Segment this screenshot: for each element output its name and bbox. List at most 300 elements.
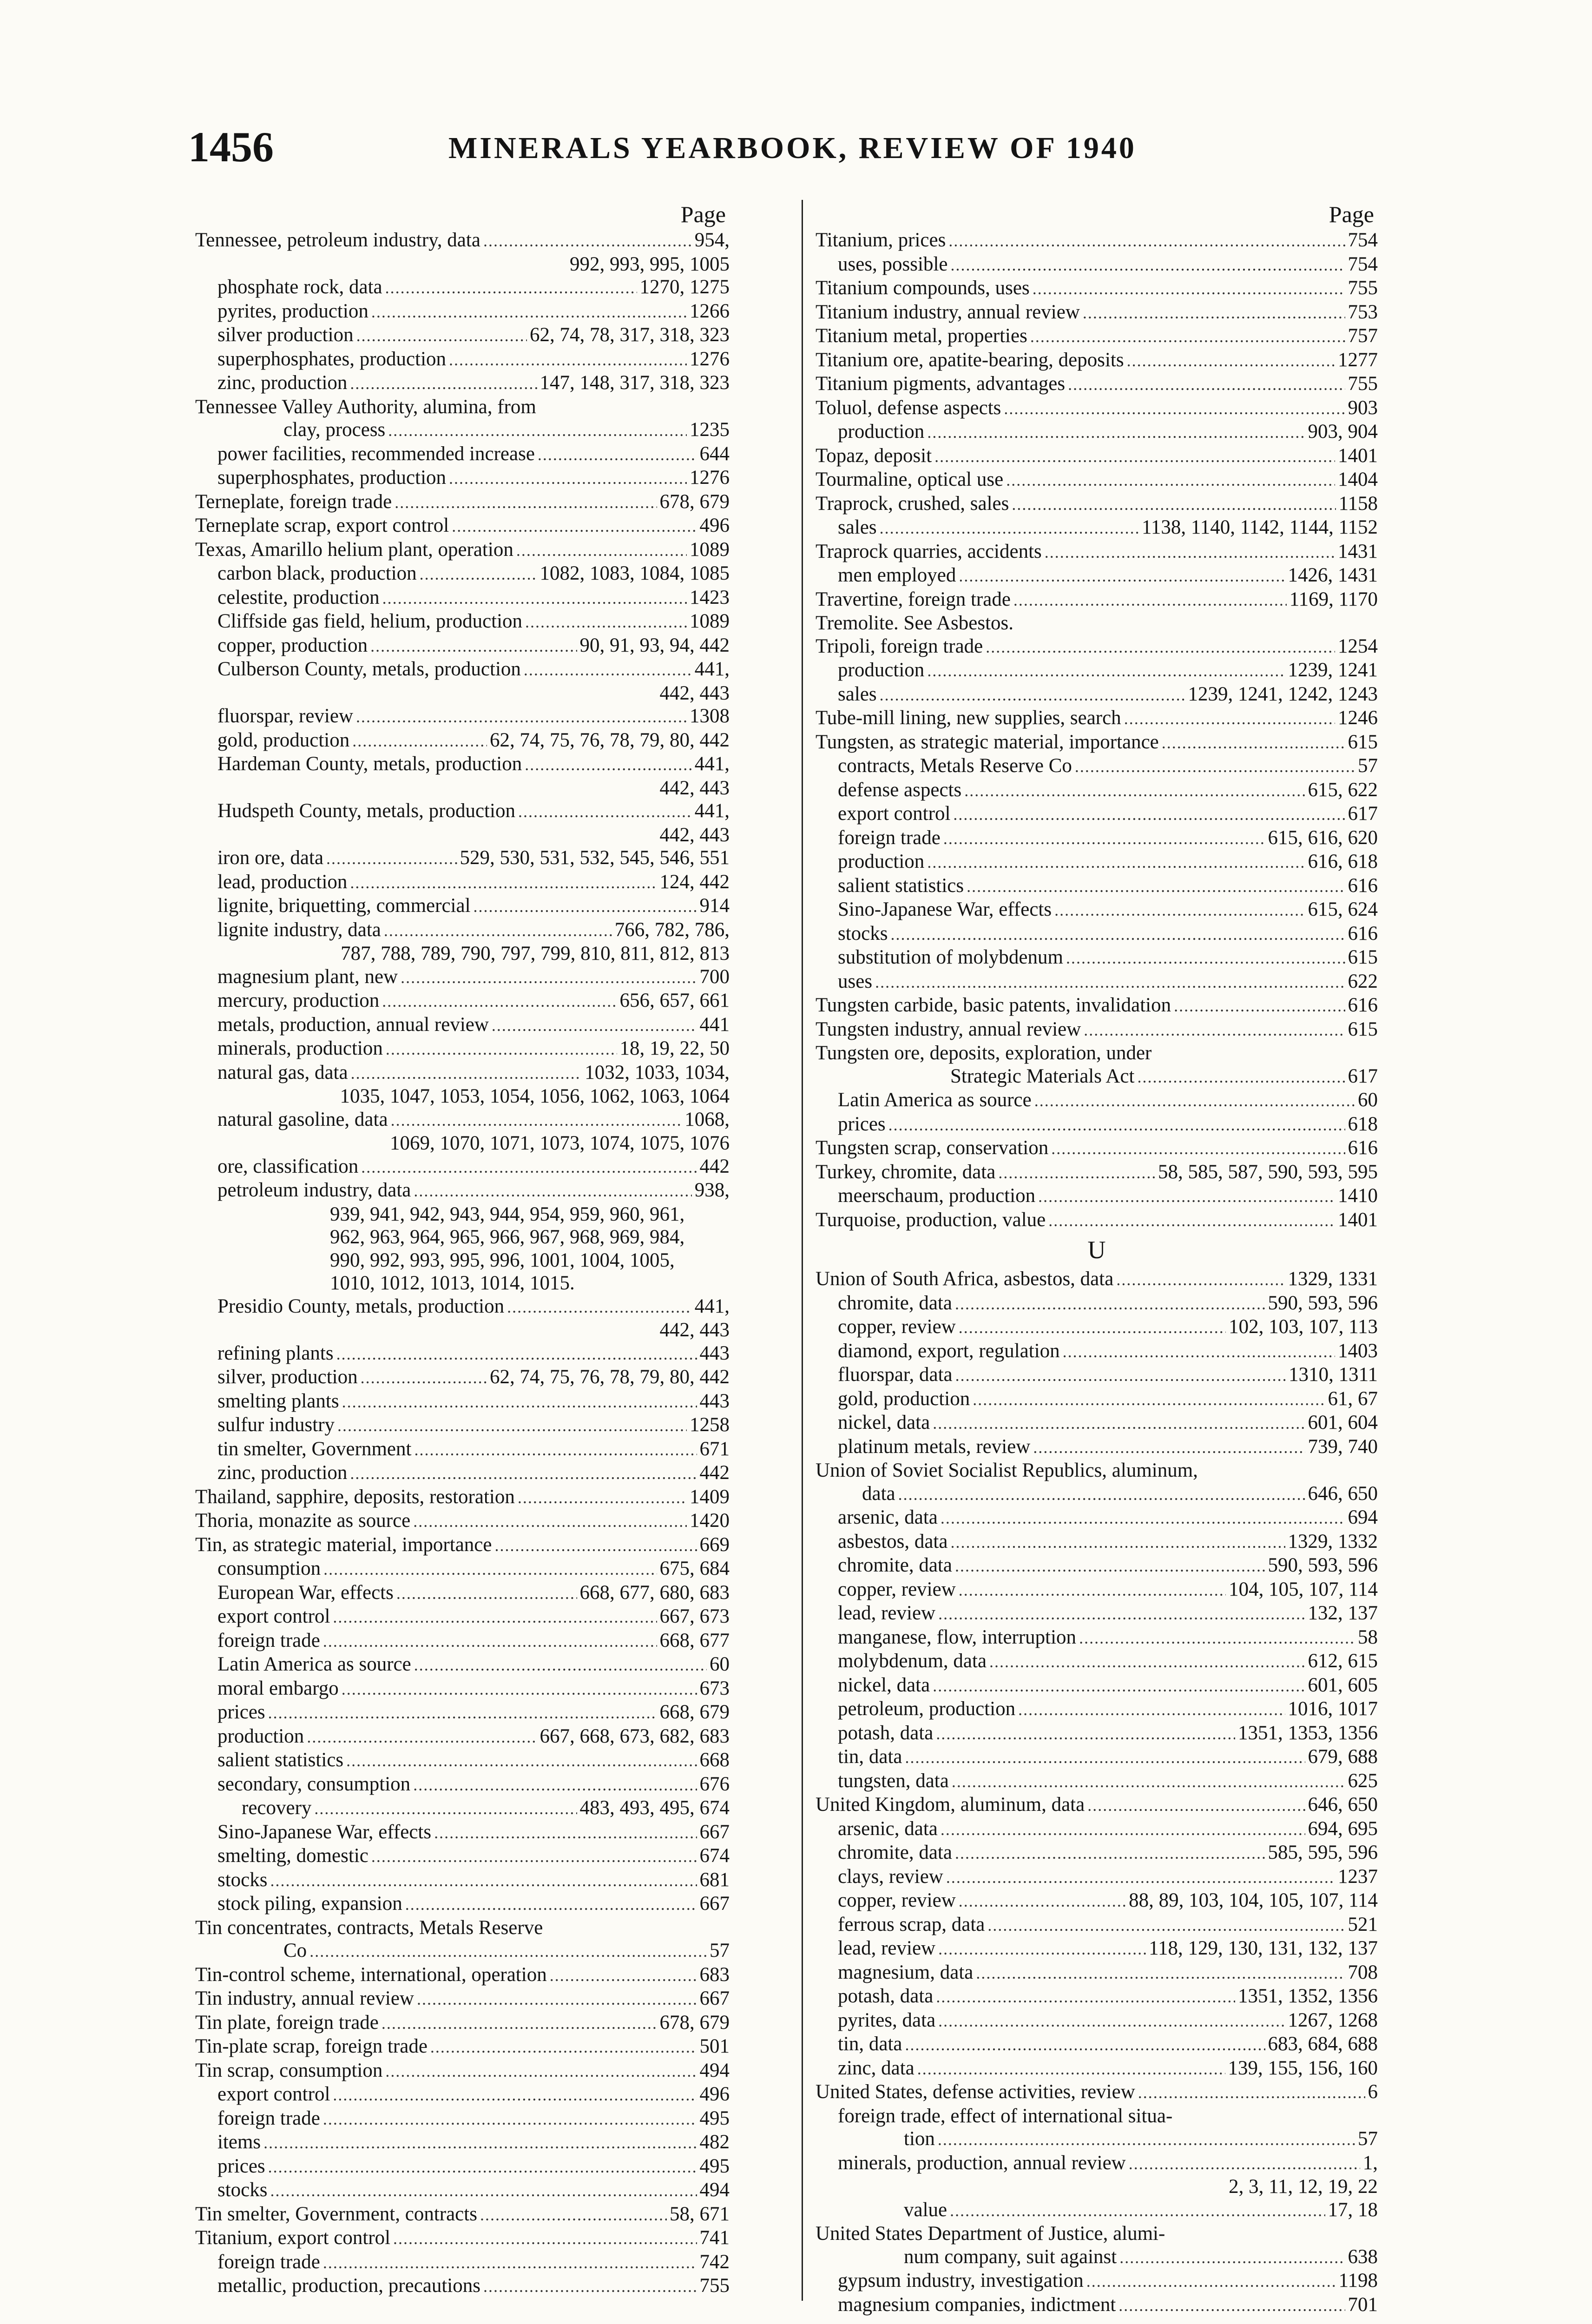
index-entry-pages: 496 — [699, 515, 730, 536]
index-entry — [816, 922, 1378, 946]
index-entry-pages: 766, 782, 786, — [614, 918, 730, 941]
index-entry-pages: 102, 103, 107, 113 — [1229, 1316, 1378, 1338]
dot-leader — [371, 1844, 697, 1868]
index-entry-text: silver production — [217, 324, 354, 346]
dot-leader — [413, 1773, 697, 1797]
index-entry — [816, 1065, 1378, 1089]
index-entry — [195, 965, 730, 990]
index-entry — [816, 444, 1378, 469]
index-entry-pages: 671 — [699, 1438, 730, 1460]
index-entry — [816, 683, 1378, 707]
index-entry-text: Titanium metal, properties — [816, 325, 1027, 347]
dot-leader — [483, 229, 692, 253]
dot-leader — [1006, 468, 1335, 492]
dot-leader — [430, 2035, 697, 2059]
dot-leader — [361, 1155, 697, 1179]
index-entry — [195, 824, 730, 847]
index-entry-pages: 1089 — [690, 538, 730, 561]
index-entry-text: Union of Soviet Socialist Republics, aluminum, — [816, 1459, 1198, 1481]
index-entry-text: Hardeman County, metals, production — [217, 753, 522, 775]
dot-leader — [938, 2127, 1355, 2152]
index-entry — [195, 1013, 730, 1037]
index-entry — [816, 1411, 1378, 1435]
index-entry — [195, 777, 730, 800]
dot-leader — [388, 418, 687, 442]
dot-leader — [396, 1581, 577, 1605]
index-entry — [816, 1697, 1378, 1722]
index-entry-pages: 618 — [1348, 1113, 1378, 1135]
dot-leader — [420, 562, 537, 586]
index-entry — [195, 1605, 730, 1629]
dot-leader — [342, 1677, 697, 1701]
index-entry — [195, 2035, 730, 2059]
index-entry-text: lignite industry, data — [217, 918, 381, 941]
index-entry — [195, 1533, 730, 1558]
dot-leader — [951, 253, 1345, 277]
dot-leader — [1087, 1793, 1305, 1817]
dot-leader — [1174, 994, 1345, 1018]
dot-leader — [943, 826, 1265, 851]
dot-leader — [927, 850, 1305, 874]
index-entry-text: Tungsten carbide, basic patents, invalidation — [816, 994, 1171, 1016]
index-entry-text: foreign trade, effect of international situa- — [838, 2105, 1173, 2127]
index-entry-text: Traprock, crushed, sales — [816, 492, 1009, 515]
dot-leader — [880, 683, 1185, 707]
index-entry-text: chromite, data — [838, 1292, 952, 1314]
index-entry — [816, 994, 1378, 1018]
index-entry-pages: 58, 585, 587, 590, 593, 595 — [1158, 1161, 1378, 1183]
index-entry — [195, 1390, 730, 1414]
dot-leader — [351, 1061, 582, 1085]
index-entry — [816, 1315, 1378, 1340]
index-entry-pages: 1246 — [1338, 707, 1378, 729]
index-entry-text: celestite, production — [217, 586, 380, 608]
index-entry-pages: 529, 530, 531, 532, 545, 546, 551 — [460, 847, 730, 869]
dot-leader — [323, 1629, 657, 1653]
dot-leader — [270, 1868, 697, 1893]
index-entry — [816, 1961, 1378, 1985]
index-entry-text: lead, review — [838, 1937, 936, 1959]
index-entry-text: copper, review — [838, 1316, 956, 1338]
index-entry — [816, 1913, 1378, 1937]
dot-leader — [480, 2203, 667, 2227]
index-entry-pages: 694 — [1348, 1506, 1378, 1528]
dot-leader — [414, 1438, 697, 1462]
dot-leader — [941, 1817, 1305, 1842]
index-entry-text: European War, effects — [217, 1581, 394, 1604]
dot-leader — [880, 516, 1139, 540]
dot-leader — [361, 1366, 487, 1390]
index-entry — [816, 1602, 1378, 1626]
index-entry-pages: 616 — [1348, 922, 1378, 944]
dot-leader — [323, 2251, 697, 2275]
index-entry-text: Tin scrap, consumption — [195, 2059, 383, 2081]
index-entry-text: sulfur industry — [217, 1414, 335, 1436]
dot-leader — [538, 442, 697, 467]
index-entry-text: salient statistics — [838, 874, 964, 897]
index-entry — [195, 846, 730, 871]
index-entry — [816, 802, 1378, 826]
index-entry-pages: 938, — [694, 1179, 730, 1201]
index-entry-pages: 1, — [1362, 2152, 1378, 2174]
index-entry — [195, 1653, 730, 1677]
dot-leader — [382, 586, 687, 610]
index-entry — [816, 1387, 1378, 1412]
index-entry-text: potash, data — [838, 1985, 934, 2007]
dot-leader — [1038, 1184, 1335, 1208]
index-entry-text: Titanium pigments, advantages — [816, 373, 1066, 395]
index-entry-text: production — [217, 1725, 304, 1747]
index-entry-pages: 1404 — [1338, 469, 1378, 490]
dot-leader — [314, 1796, 577, 1821]
index-entry — [195, 1061, 730, 1085]
index-entry-pages: 443 — [699, 1390, 730, 1412]
dot-leader — [550, 1963, 697, 1987]
dot-leader — [326, 846, 457, 871]
index-entry — [816, 635, 1378, 659]
index-entry-text: magnesium, data — [838, 1961, 974, 1983]
dot-leader — [414, 1653, 707, 1677]
index-entry — [195, 1342, 730, 1366]
index-entry — [816, 2080, 1378, 2105]
dot-leader — [356, 324, 527, 348]
index-entry-pages: 1239, 1241 — [1288, 659, 1378, 681]
index-entry — [195, 1701, 730, 1725]
dot-leader — [1004, 396, 1345, 421]
index-entry-pages: 755 — [699, 2275, 730, 2297]
index-entry-pages: 683, 684, 688 — [1268, 2033, 1378, 2055]
index-entry — [195, 1868, 730, 1893]
dot-leader — [1124, 706, 1335, 731]
dot-leader — [268, 1701, 657, 1725]
index-entry-pages: 1277 — [1338, 349, 1378, 371]
index-entry-pages: 1267, 1268 — [1288, 2009, 1378, 2031]
dot-leader — [525, 610, 687, 634]
dot-leader — [1079, 1626, 1355, 1650]
index-entry-text: copper, review — [838, 1578, 956, 1600]
index-entry-pages: 590, 593, 596 — [1268, 1554, 1378, 1576]
index-entry-pages: 1169, 1170 — [1289, 588, 1378, 610]
dot-leader — [976, 1961, 1345, 1985]
index-entry-text: Traprock quarries, accidents — [816, 540, 1042, 562]
index-entry — [195, 610, 730, 634]
index-entry-text: potash, data — [838, 1722, 934, 1744]
page-number: 1456 — [188, 123, 274, 171]
index-entry — [195, 918, 730, 943]
dot-leader — [1012, 492, 1335, 516]
index-entry — [195, 1821, 730, 1845]
index-entry-text: Tin concentrates, contracts, Metals Reserve — [195, 1916, 543, 1939]
dot-leader — [1063, 1340, 1335, 1364]
index-entry — [816, 1817, 1378, 1842]
index-entry-text: minerals, production — [217, 1037, 383, 1059]
index-entry — [816, 1482, 1378, 1506]
index-entry-pages: 1426, 1431 — [1288, 564, 1378, 586]
index-entry-text: stocks — [217, 1868, 268, 1891]
index-entry — [816, 588, 1378, 612]
index-entry-text: foreign trade — [217, 2251, 320, 2273]
dot-leader — [492, 1013, 697, 1037]
index-entry-text: Tremolite. See Asbestos. — [816, 612, 1014, 634]
index-entry — [816, 2245, 1378, 2270]
index-entry-pages: 1401 — [1338, 1208, 1378, 1231]
index-entry-text: pyrites, data — [838, 2009, 936, 2031]
index-entry-text: Tin-control scheme, international, operation — [195, 1963, 547, 1986]
index-entry-text: Thoria, monazite as source — [195, 1510, 411, 1532]
dot-leader — [1127, 349, 1335, 373]
index-entry — [816, 540, 1378, 564]
dot-leader — [1054, 898, 1305, 922]
index-entry-text: foreign trade — [217, 1629, 320, 1651]
index-entry-pages: 62, 74, 75, 76, 78, 79, 80, 442 — [490, 729, 730, 751]
index-entry-pages: 494 — [699, 2059, 730, 2081]
index-entry — [195, 2107, 730, 2131]
index-entry-text: refining plants — [217, 1342, 334, 1364]
dot-leader — [323, 1557, 657, 1581]
index-entry-pages: 617 — [1348, 803, 1378, 825]
index-entry-pages: 104, 105, 107, 114 — [1229, 1578, 1378, 1600]
index-entry — [816, 826, 1378, 851]
index-entry-text: United States Department of Justice, alumi- — [816, 2223, 1165, 2245]
index-entry-text: tungsten, data — [838, 1769, 949, 1792]
dot-leader — [938, 2009, 1285, 2033]
index-entry-pages: 494 — [699, 2179, 730, 2201]
index-entry — [195, 466, 730, 490]
dot-leader — [391, 1108, 682, 1132]
index-entry-text: Latin America as source — [217, 1653, 411, 1675]
dot-leader — [405, 1892, 697, 1916]
index-entry-text: lignite, briquetting, commercial — [217, 895, 471, 917]
index-entry-pages: 1329, 1331 — [1288, 1268, 1378, 1290]
index-entry-text: Turkey, chromite, data — [816, 1161, 996, 1183]
index-entry — [816, 1889, 1378, 1913]
index-entry — [195, 348, 730, 372]
index-entry — [195, 1773, 730, 1797]
dot-leader — [938, 1602, 1305, 1626]
index-entry — [195, 1796, 730, 1821]
index-entry — [195, 1155, 730, 1179]
index-entry — [195, 1438, 730, 1462]
index-entry-pages: 441, — [694, 658, 730, 680]
index-entry-pages: 675, 684 — [659, 1558, 730, 1579]
page-header — [0, 125, 1592, 172]
index-entry — [816, 1018, 1378, 1042]
index-entry-pages: 1089 — [690, 610, 730, 632]
index-entry — [816, 1722, 1378, 1746]
dot-leader — [518, 799, 692, 824]
index-entry — [816, 1793, 1378, 1817]
dot-leader — [385, 276, 637, 300]
index-entry-pages: 1254 — [1338, 635, 1378, 657]
index-entry-text: copper, production — [217, 634, 368, 656]
dot-leader — [268, 2155, 697, 2179]
running-head-title: MINERALS YEARBOOK, REVIEW OF 1940 — [448, 131, 1137, 165]
index-entry — [816, 2127, 1378, 2152]
index-entry — [816, 612, 1378, 635]
index-entry — [816, 1089, 1378, 1113]
index-entry — [816, 349, 1378, 373]
index-entry-pages: 668, 677, 680, 683 — [579, 1581, 730, 1604]
index-entry-text: moral embargo — [217, 1677, 339, 1699]
index-entry-pages: 441, — [694, 800, 730, 822]
dot-leader — [948, 229, 1345, 253]
index-entry — [195, 1486, 730, 1510]
index-entry-text: uses, possible — [838, 253, 948, 275]
index-entry — [816, 874, 1378, 898]
index-entry-text: manganese, flow, interruption — [838, 1626, 1077, 1648]
index-entry-pages: 753 — [1348, 301, 1378, 323]
dot-leader — [386, 1037, 617, 1061]
index-entry-text: Culberson County, metals, production — [217, 658, 521, 680]
index-entry-text: 992, 993, 995, 1005 — [570, 253, 730, 275]
dot-leader — [382, 989, 617, 1013]
index-entry-pages: 616, 618 — [1308, 851, 1378, 872]
index-entry-pages: 739, 740 — [1308, 1435, 1378, 1458]
index-entry-pages: 57 — [1358, 2128, 1378, 2150]
index-entry-text: smelting plants — [217, 1390, 339, 1412]
index-entry-pages: 646, 650 — [1308, 1794, 1378, 1816]
dot-leader — [950, 2199, 1325, 2223]
index-entry — [816, 970, 1378, 994]
index-entry — [816, 564, 1378, 588]
dot-leader — [950, 1530, 1285, 1554]
dot-leader — [927, 659, 1285, 683]
dot-leader — [1116, 1268, 1285, 1292]
dot-leader — [959, 1889, 1126, 1913]
index-entry-text: production — [838, 421, 925, 442]
index-entry-text: export control — [217, 2083, 330, 2105]
index-entry-pages: 118, 129, 130, 131, 132, 137 — [1149, 1937, 1378, 1959]
index-entry-pages: 443 — [699, 1342, 730, 1364]
index-entry-pages: 673 — [699, 1677, 730, 1699]
index-entry — [195, 538, 730, 562]
index-entry-pages: 667 — [699, 1893, 730, 1915]
index-entry-text: Tungsten scrap, conservation — [816, 1137, 1049, 1159]
index-entry-text: prices — [217, 2155, 265, 2177]
index-entry-pages: 1329, 1332 — [1288, 1530, 1378, 1552]
index-entry — [816, 1506, 1378, 1530]
index-entry-text: 442, 443 — [659, 777, 730, 799]
index-entry-text: Hudspeth County, metals, production — [217, 800, 515, 822]
dot-leader — [1051, 1136, 1345, 1161]
index-entry — [816, 2175, 1378, 2199]
index-entry-text: stocks — [217, 2179, 268, 2201]
index-entry-pages: 903 — [1348, 396, 1378, 419]
index-entry-text: carbon black, production — [217, 562, 417, 584]
index-entry-pages: 585, 595, 596 — [1268, 1842, 1378, 1863]
index-entry — [816, 2199, 1378, 2223]
index-entry-pages: 617 — [1348, 1065, 1378, 1087]
index-entry-pages: 954, — [694, 229, 730, 251]
index-entry-text: minerals, production, annual review — [838, 2152, 1126, 2174]
dot-leader — [434, 1821, 697, 1845]
index-entry-text: Terneplate scrap, export control — [195, 515, 449, 536]
index-entry — [816, 754, 1378, 779]
index-entry-text: petroleum, production — [838, 1698, 1016, 1720]
index-entry-text: lead, review — [838, 1602, 936, 1624]
index-entry-pages: 615, 624 — [1308, 898, 1378, 920]
index-entry-text: contracts, Metals Reserve Co — [838, 755, 1072, 777]
index-entry-text: Tin-plate scrap, foreign trade — [195, 2035, 428, 2057]
index-entry — [195, 276, 730, 300]
index-entry — [195, 2251, 730, 2275]
index-entry — [195, 229, 730, 253]
index-entry-pages: 1410 — [1338, 1185, 1378, 1207]
dot-leader — [352, 729, 487, 753]
index-entry-text: Thailand, sapphire, deposits, restoration — [195, 1486, 515, 1508]
index-entry — [195, 1987, 730, 2011]
index-entry — [195, 2155, 730, 2179]
index-entry — [195, 300, 730, 324]
index-entry — [816, 1985, 1378, 2009]
index-entry-text: Titanium ore, apatite-bearing, deposits — [816, 349, 1124, 371]
dot-leader — [955, 1363, 1286, 1387]
index-entry — [816, 706, 1378, 731]
index-entry-pages: 1276 — [690, 467, 730, 489]
index-entry-pages: 17, 18 — [1328, 2199, 1378, 2221]
index-entry-pages: 501 — [699, 2035, 730, 2057]
index-entry-text: arsenic, data — [838, 1817, 938, 1840]
dot-leader — [337, 1413, 687, 1438]
index-entry — [195, 989, 730, 1013]
dot-leader — [1118, 2293, 1345, 2317]
index-entry-pages: 482 — [699, 2131, 730, 2153]
dot-leader — [953, 802, 1345, 826]
dot-leader — [959, 1578, 1226, 1602]
dot-leader — [494, 1533, 697, 1558]
index-entry-pages: 656, 657, 661 — [619, 990, 730, 1011]
index-entry-pages: 644 — [699, 442, 730, 465]
index-entry-text: value — [904, 2199, 947, 2221]
index-entry — [816, 1841, 1378, 1865]
dot-leader — [333, 1605, 657, 1629]
index-entry — [195, 1413, 730, 1438]
index-entry — [816, 492, 1378, 516]
index-entry-pages: 521 — [1348, 1913, 1378, 1935]
index-entry-text: production — [838, 851, 925, 872]
index-entry-pages: 1308 — [690, 705, 730, 727]
index-entry-text: zinc, data — [838, 2057, 914, 2079]
index-entry-text: prices — [217, 1701, 265, 1723]
index-entry-pages: 646, 650 — [1308, 1482, 1378, 1505]
index-entry-pages: 1138, 1140, 1142, 1144, 1152 — [1141, 516, 1378, 538]
index-entry-text: Latin America as source — [838, 1089, 1032, 1111]
dot-leader — [905, 1745, 1305, 1769]
index-entry — [816, 2057, 1378, 2081]
index-entry — [195, 894, 730, 918]
dot-leader — [449, 348, 687, 372]
index-entry-text: salient statistics — [217, 1749, 344, 1771]
index-entry — [816, 1554, 1378, 1578]
index-entry-text: United Kingdom, aluminum, data — [816, 1794, 1085, 1816]
dot-leader — [955, 1292, 1265, 1316]
index-entry-text: Titanium, export control — [195, 2227, 391, 2249]
index-entry-text: gypsum industry, investigation — [838, 2270, 1084, 2291]
index-entry-pages: 6 — [1368, 2081, 1378, 2103]
index-entry-pages: 903, 904 — [1308, 421, 1378, 442]
index-entry — [195, 253, 730, 276]
index-entry-text: iron ore, data — [217, 847, 324, 869]
index-entry — [816, 1650, 1378, 1674]
dot-leader — [998, 1161, 1155, 1185]
index-entry-text: 1035, 1047, 1053, 1054, 1056, 1062, 1063, 1064 — [340, 1085, 730, 1107]
index-entry-pages: 754 — [1348, 229, 1378, 251]
index-entry-pages: 601, 605 — [1308, 1674, 1378, 1696]
index-entry — [816, 1865, 1378, 1889]
index-entry — [816, 372, 1378, 396]
dot-leader — [382, 2011, 657, 2035]
index-entry-text: Tennessee, petroleum industry, data — [195, 229, 480, 251]
